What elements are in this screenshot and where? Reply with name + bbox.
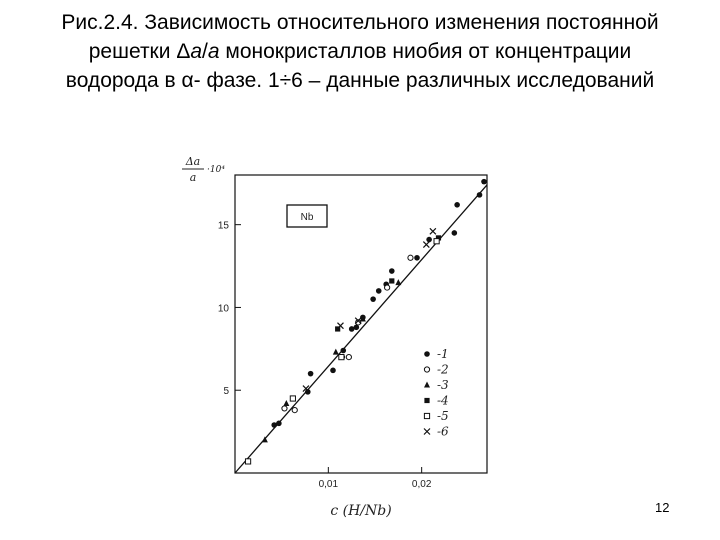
data-point-series-5 [339,355,344,360]
legend-label-4: -4 [437,393,449,408]
data-point-series-2 [408,255,413,260]
fit-line-group [235,185,487,473]
legend-label-3: -3 [437,378,449,392]
legend-label-5: -5 [437,409,449,423]
data-point-series-4 [389,278,394,283]
legend-label-2: -2 [437,362,449,377]
legend-label-6: -6 [437,424,449,439]
data-point-series-2 [346,355,351,360]
data-point-series-1 [414,255,420,261]
data-point-series-1 [308,371,314,377]
caption-text-2: монокристаллов ниобия от концентрации водорода в [65,40,632,92]
slide-number: 12 [655,500,670,515]
data-point-series-1 [330,368,336,374]
slash-symbol: / [202,40,208,63]
data-point-series-2 [282,406,287,411]
data-point-series-3 [283,400,289,406]
data-point-series-1 [481,179,487,185]
x-tick-label: 0,01 [318,479,339,490]
plot-frame [235,175,487,473]
data-point-series-1 [454,202,460,208]
y-axis-label-top: Δa [185,155,201,168]
data-point-series-1 [376,288,382,294]
data-point-series-6 [337,323,343,329]
a-symbol: a [190,40,203,63]
data-point-series-1 [477,192,483,198]
caption-text-3: - фазе. 1 [193,69,280,92]
data-point-series-3 [333,349,339,355]
data-point-series-2 [385,285,390,290]
legend-marker-4 [424,398,429,403]
y-tick-label: 15 [217,220,229,232]
data-point-series-1 [349,326,355,332]
a-symbol-2: a [207,40,220,63]
legend-marker-1 [424,351,430,357]
data-point-series-6 [430,228,436,234]
y-axis-label-factor: ·10⁴ [207,165,225,175]
chart-axes [218,175,487,490]
data-point-series-2 [292,407,297,412]
x-axis-label: c (H/Nb) [330,503,392,519]
scatter-chart [165,140,505,525]
inset-label-box [287,205,327,227]
y-axis-label-bottom: a [189,171,197,184]
delta-symbol: Δ [176,40,191,63]
caption-text-4: 6 – данные различных исследований [291,69,655,92]
legend-marker-5 [424,413,429,418]
data-point-series-5 [290,396,295,401]
data-point-series-1 [389,268,395,274]
fit-line [235,185,487,473]
data-point-series-1 [276,421,282,427]
data-points [245,179,486,464]
data-point-series-1 [340,348,346,354]
data-point-series-5 [434,239,439,244]
figure-caption [40,8,680,95]
y-tick-label: 5 [223,386,229,398]
y-tick-label: 10 [217,303,229,315]
data-point-series-1 [370,296,376,302]
alpha-symbol: α [181,69,194,92]
legend-marker-2 [424,367,429,372]
data-point-series-1 [452,230,458,236]
data-point-series-5 [245,459,250,464]
inset-label: Nb [300,212,314,223]
x-tick-label: 0,02 [411,479,432,490]
data-point-series-3 [395,279,401,285]
divide-symbol: ÷ [279,69,292,92]
legend-marker-6 [424,429,430,435]
legend-marker-3 [424,382,430,388]
data-point-series-6 [423,242,429,248]
legend-label-1: -1 [437,347,449,361]
chart-legend [424,347,449,439]
caption-text-1: Рис.2.4. Зависимость относительного изменения постоянной решетки [61,11,659,63]
